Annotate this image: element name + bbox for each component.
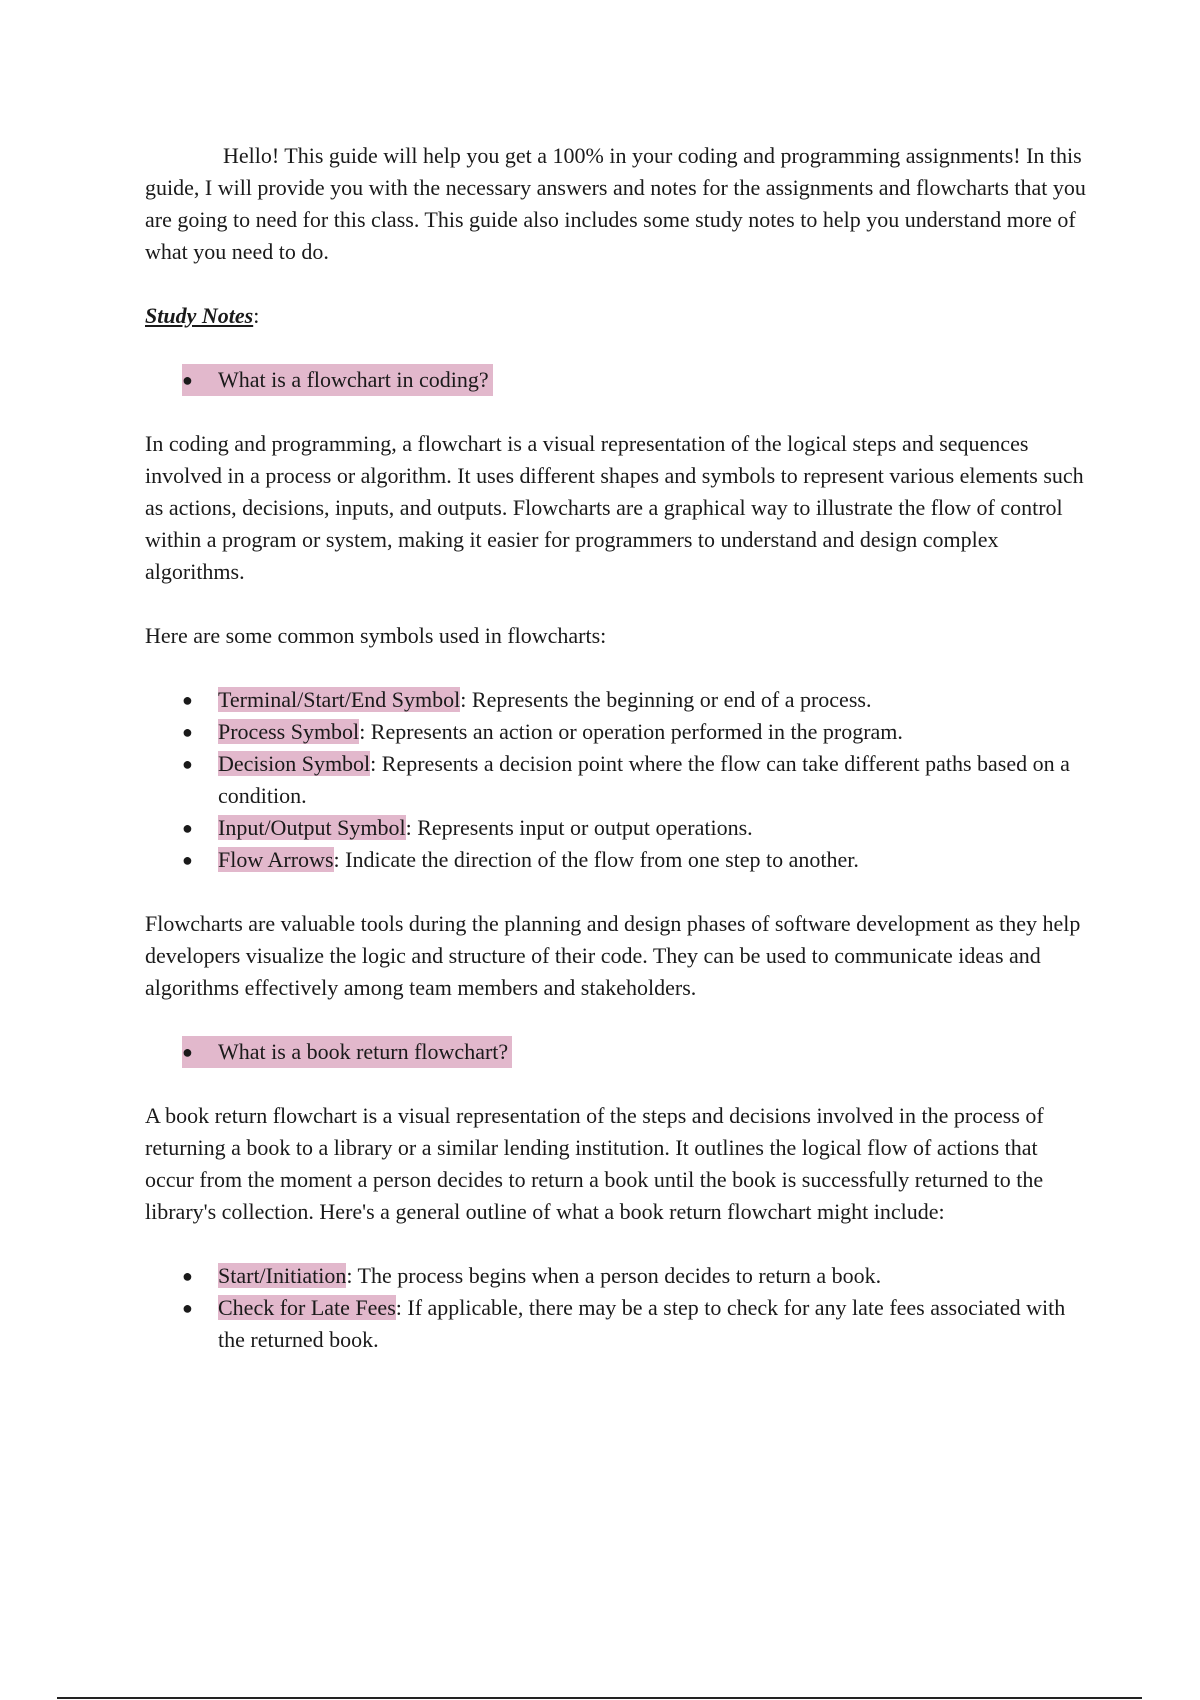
symbol-desc: : Represents the beginning or end of a process. <box>460 687 872 712</box>
flowchart-value-paragraph: Flowcharts are valuable tools during the planning and design phases of software development as they help developers visualize the logic and structure of their code. They can be used to communicate ideas and algorithms effectively among team members and stakeholders. <box>145 911 1081 1000</box>
symbols-list <box>145 684 1090 876</box>
question-1-text: ● What is a flowchart in coding? <box>182 364 493 396</box>
symbol-term: Decision Symbol <box>218 751 371 776</box>
step-term: Check for Late Fees <box>218 1295 396 1320</box>
study-notes-colon: : <box>253 303 260 328</box>
question-1 <box>145 364 1090 396</box>
flowchart-definition-paragraph: In coding and programming, a flowchart is a visual representation of the logical steps and sequences involved in a process or algorithm. It uses different shapes and symbols to represent various elements such as actions, decisions, inputs, and outputs. Flowcharts are a graphical way to illustrate the flow of control within a program or system, making it easier for programmers to understand and design complex algorithms. <box>145 431 1084 584</box>
symbols-intro-paragraph: Here are some common symbols used in flowcharts: <box>145 623 607 648</box>
symbol-desc: : Represents an action or operation performed in the program. <box>359 719 903 744</box>
page-bottom-rule <box>57 1697 1142 1699</box>
study-notes-title: Study Notes <box>145 303 254 328</box>
document-page <box>145 140 1090 1356</box>
step-desc: : The process begins when a person decides to return a book. <box>346 1263 882 1288</box>
question-2 <box>145 1036 1090 1068</box>
symbol-desc: : Indicate the direction of the flow from one step to another. <box>333 847 859 872</box>
symbol-term: Flow Arrows <box>218 847 334 872</box>
step-term: Start/Initiation <box>218 1263 347 1288</box>
list-item <box>145 684 1090 716</box>
symbol-term: Process Symbol <box>218 719 360 744</box>
list-item <box>145 716 1090 748</box>
book-return-steps-list <box>145 1260 1090 1356</box>
question-2-text: ● What is a book return flowchart? <box>182 1036 512 1068</box>
list-item <box>145 812 1090 844</box>
study-notes-heading <box>145 300 1090 332</box>
symbol-term: Terminal/Start/End Symbol <box>218 687 461 712</box>
symbol-term: Input/Output Symbol <box>218 815 406 840</box>
list-item <box>145 1260 1090 1292</box>
list-item <box>145 1292 1090 1356</box>
book-return-paragraph: A book return flowchart is a visual representation of the steps and decisions involved in the process of returning a book to a library or a similar lending institution. It outlines the logical flow of actions that occur from the moment a person decides to return a book until the book is successfully returned to the library's collection. Here's a general outline of what a book return flowchart might include: <box>145 1103 1044 1224</box>
list-item <box>145 748 1090 812</box>
intro-paragraph: Hello! This guide will help you get a 100% in your coding and programming assignments! In this guide, I will provide you with the necessary answers and notes for the assignments and flowcharts that you are going to need for this class. This guide also includes some study notes to help you understand more of what you need to do. <box>145 143 1086 264</box>
symbol-desc: : Represents input or output operations. <box>405 815 753 840</box>
list-item <box>145 844 1090 876</box>
symbol-desc: : Represents a decision point where the flow can take different paths based on a condition. <box>218 751 1070 808</box>
step-desc: : If applicable, there may be a step to check for any late fees associated with the returned book. <box>218 1295 1066 1352</box>
